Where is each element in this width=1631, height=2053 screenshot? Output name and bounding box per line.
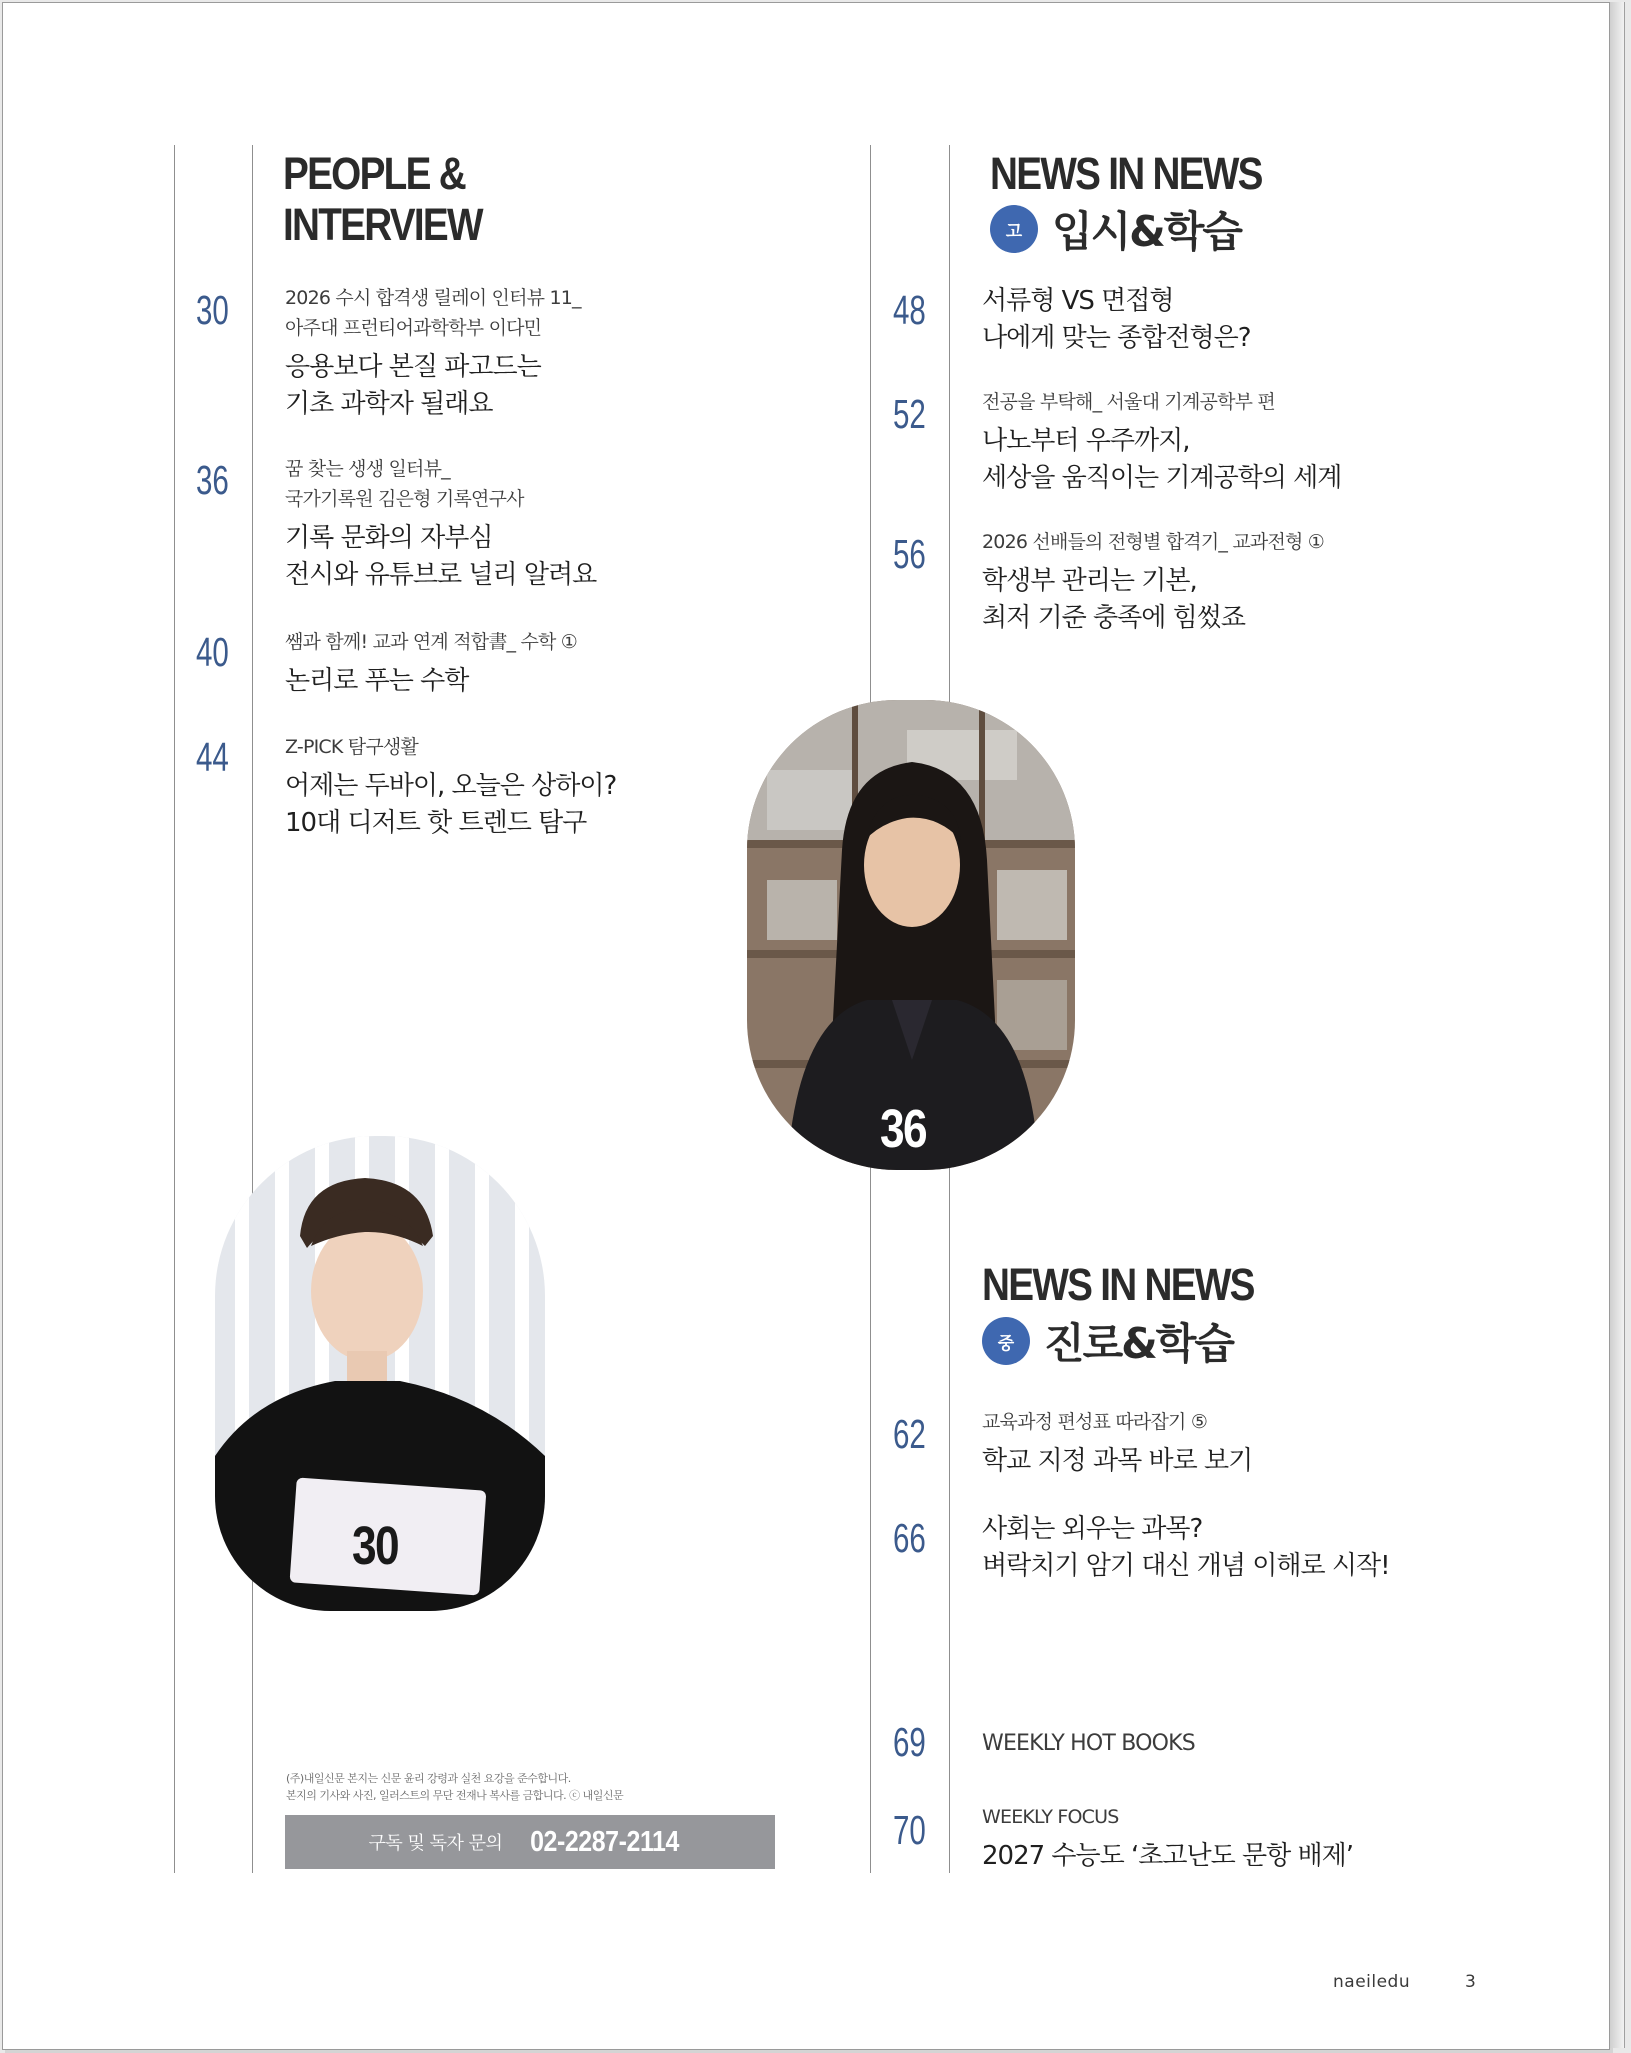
entry-title: 10대 디저트 핫 트렌드 탐구: [285, 808, 587, 838]
page-number-44: 44: [196, 734, 229, 780]
entry-title: 기록 문화의 자부심: [285, 523, 493, 553]
entry-title: 세상을 움직이는 기계공학의 세계: [982, 463, 1342, 493]
entry-kicker: 전공을 부탁해_ 서울대 기계공학부 편: [982, 391, 1275, 413]
entry-title: 응용보다 본질 파고드는: [285, 352, 541, 382]
subheading-text: 입시&학습: [1052, 207, 1241, 256]
interview-photo-36[interactable]: [747, 700, 1075, 1170]
page-number-62: 62: [893, 1411, 926, 1457]
entry-title: 전시와 유튜브로 널리 알려요: [285, 560, 597, 590]
entry-title: 벼락치기 암기 대신 개념 이해로 시작!: [982, 1551, 1390, 1581]
entry-title: 학생부 관리는 기본,: [982, 566, 1197, 596]
page-number-70: 70: [893, 1807, 926, 1853]
high-school-subheading: [990, 199, 1241, 259]
entry-title: 나노부터 우주까지,: [982, 426, 1190, 456]
entry-title: 나에게 맞는 종합전형은?: [982, 323, 1251, 353]
page-number-52: 52: [893, 391, 926, 437]
people-interview-heading-line1: PEOPLE &: [283, 148, 465, 199]
middle-school-subheading: [982, 1311, 1233, 1371]
copyright-notice: [286, 1770, 623, 1804]
photo-page-label: 36: [880, 1099, 926, 1159]
entry-kicker: Z-PICK 탐구생활: [285, 736, 418, 758]
news-in-news-heading-middle: NEWS IN NEWS: [982, 1259, 1254, 1310]
toc-entry-30[interactable]: [285, 283, 581, 423]
page-number-30: 30: [196, 287, 229, 333]
subscribe-phone-number[interactable]: 02-2287-2114: [530, 1825, 680, 1858]
entry-kicker: WEEKLY FOCUS: [982, 1806, 1119, 1828]
notice-line: 본지의 기사와 사진, 일러스트의 무단 전재나 복사를 금합니다. ⓒ 내일신문: [286, 1789, 624, 1802]
page-fold-edge: [1610, 2, 1625, 2048]
entry-kicker: 2026 선배들의 전형별 합격기_ 교과전형 ①: [982, 531, 1325, 553]
magazine-page: [2, 2, 1610, 2050]
entry-title: 논리로 푸는 수학: [285, 666, 469, 696]
entry-kicker: 교육과정 편성표 따라잡기 ⑤: [982, 1411, 1208, 1433]
entry-kicker: WEEKLY HOT BOOKS: [982, 1731, 1195, 1756]
entry-kicker: 쌤과 함께! 교과 연계 적합書_ 수학 ①: [285, 631, 578, 653]
entry-title: 최저 기준 충족에 힘썼죠: [982, 603, 1245, 633]
high-school-badge: 고: [990, 205, 1038, 253]
toc-entry-40[interactable]: [285, 627, 577, 700]
entry-kicker: 아주대 프런티어과학학부 이다민: [285, 317, 542, 339]
toc-entry-44[interactable]: [285, 732, 616, 842]
page-number-40: 40: [196, 629, 229, 675]
rule-left-outer: [174, 145, 175, 1873]
entry-title: 학교 지정 과목 바로 보기: [982, 1446, 1253, 1476]
people-interview-heading-line2: INTERVIEW: [283, 199, 482, 250]
entry-title: 2027 수능도 ‘초고난도 문항 배제’: [982, 1841, 1354, 1871]
entry-title: 어제는 두바이, 오늘은 상하이?: [285, 771, 617, 801]
page-number-66: 66: [893, 1515, 926, 1561]
toc-entry-62[interactable]: [982, 1407, 1252, 1480]
subscribe-contact-bar[interactable]: [285, 1815, 775, 1869]
footer-brand: naeiledu: [1333, 1972, 1411, 1992]
toc-entry-56[interactable]: [982, 527, 1324, 637]
middle-school-badge: 중: [982, 1317, 1030, 1365]
interview-photo-30[interactable]: [215, 1136, 545, 1611]
rule-left-inner: [252, 145, 253, 1873]
photo-page-label: 30: [352, 1516, 398, 1576]
subscribe-label: 구독 및 독자 문의: [368, 1833, 503, 1854]
toc-entry-36[interactable]: [285, 454, 596, 594]
entry-title: 서류형 VS 면접형: [982, 286, 1174, 316]
page-number-69: 69: [893, 1719, 926, 1765]
entry-title: 기초 과학자 될래요: [285, 389, 493, 419]
entry-title: 사회는 외우는 과목?: [982, 1514, 1203, 1544]
entry-kicker: 2026 수시 합격생 릴레이 인터뷰 11_: [285, 287, 581, 309]
toc-entry-48[interactable]: [982, 283, 1251, 357]
toc-entry-69[interactable]: [982, 1729, 1195, 1759]
entry-kicker: 국가기록원 김은형 기록연구사: [285, 488, 524, 510]
entry-kicker: 꿈 찾는 생생 일터뷰_: [285, 458, 450, 480]
toc-entry-70[interactable]: [982, 1802, 1353, 1875]
toc-entry-52[interactable]: [982, 387, 1341, 497]
toc-entry-66[interactable]: [982, 1511, 1390, 1585]
news-in-news-heading-high: NEWS IN NEWS: [990, 148, 1262, 199]
subheading-text: 진로&학습: [1044, 1319, 1233, 1368]
notice-line: (주)내일신문 본지는 신문 윤리 강령과 실천 요강을 준수합니다.: [286, 1772, 571, 1785]
page-number-48: 48: [893, 287, 926, 333]
page-number-56: 56: [893, 531, 926, 577]
page-number-36: 36: [196, 457, 229, 503]
footer-page-number: 3: [1465, 1972, 1476, 1992]
